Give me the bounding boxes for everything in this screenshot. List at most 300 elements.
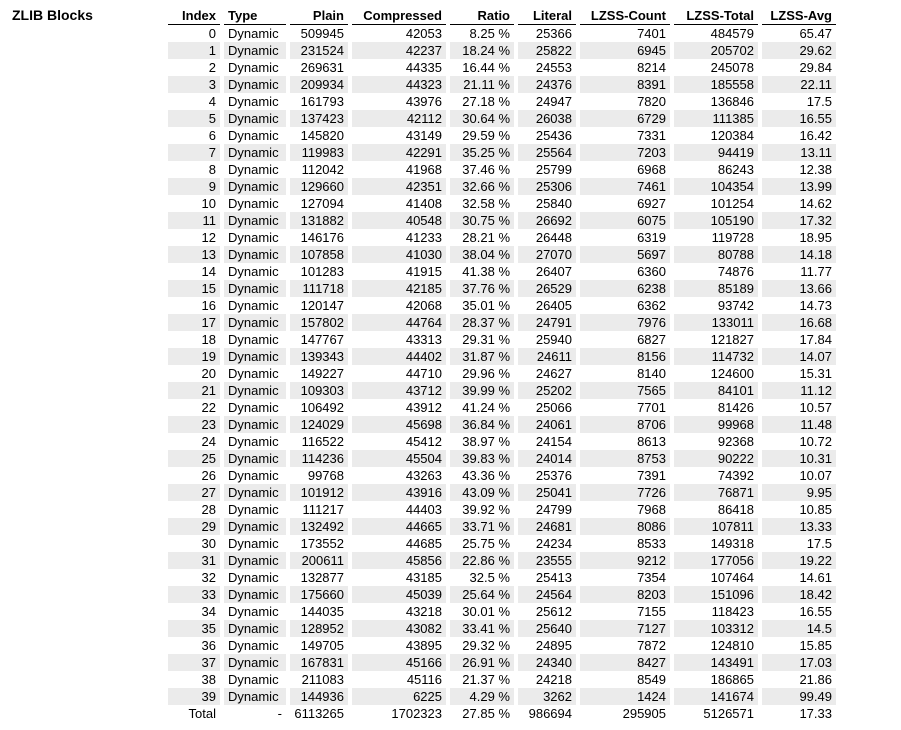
cell-type: Dynamic bbox=[224, 586, 286, 603]
cell-compressed: 45504 bbox=[352, 450, 446, 467]
cell-lzss-avg: 16.42 bbox=[762, 127, 836, 144]
cell-literal: 25306 bbox=[518, 178, 576, 195]
cell-lzss-avg: 18.42 bbox=[762, 586, 836, 603]
cell-literal: 25640 bbox=[518, 620, 576, 637]
cell-compressed: 45412 bbox=[352, 433, 446, 450]
cell-lzss-avg: 14.18 bbox=[762, 246, 836, 263]
cell-lzss-total: 104354 bbox=[674, 178, 758, 195]
cell-literal: 24611 bbox=[518, 348, 576, 365]
cell-compressed: 43185 bbox=[352, 569, 446, 586]
cell-lzss-count: 5697 bbox=[580, 246, 670, 263]
cell-compressed: 43149 bbox=[352, 127, 446, 144]
cell-plain: 509945 bbox=[290, 25, 348, 43]
cell-lzss-avg: 21.86 bbox=[762, 671, 836, 688]
cell-plain: 231524 bbox=[290, 42, 348, 59]
cell-plain: 137423 bbox=[290, 110, 348, 127]
cell-compressed: 43912 bbox=[352, 399, 446, 416]
cell-literal: 26038 bbox=[518, 110, 576, 127]
cell-lzss-count: 7203 bbox=[580, 144, 670, 161]
cell-literal: 25041 bbox=[518, 484, 576, 501]
cell-lzss-count: 6075 bbox=[580, 212, 670, 229]
cell-type: Dynamic bbox=[224, 518, 286, 535]
cell-ratio: 35.01 % bbox=[450, 297, 514, 314]
cell-lzss-avg: 14.61 bbox=[762, 569, 836, 586]
cell-ratio: 31.87 % bbox=[450, 348, 514, 365]
cell-lzss-count: 7461 bbox=[580, 178, 670, 195]
cell-lzss-avg: 10.57 bbox=[762, 399, 836, 416]
cell-index: 25 bbox=[168, 450, 220, 467]
cell-type: Dynamic bbox=[224, 365, 286, 382]
cell-lzss-total: 114732 bbox=[674, 348, 758, 365]
cell-lzss-avg: 17.5 bbox=[762, 535, 836, 552]
cell-plain: 99768 bbox=[290, 467, 348, 484]
cell-literal: 24553 bbox=[518, 59, 576, 76]
cell-literal: 26407 bbox=[518, 263, 576, 280]
cell-plain: 127094 bbox=[290, 195, 348, 212]
zlib-blocks-table bbox=[168, 8, 836, 722]
cell-ratio: 43.09 % bbox=[450, 484, 514, 501]
cell-plain: 146176 bbox=[290, 229, 348, 246]
cell-lzss-count: 8706 bbox=[580, 416, 670, 433]
cell-literal: 25413 bbox=[518, 569, 576, 586]
cell-lzss-avg: 14.73 bbox=[762, 297, 836, 314]
cell-ratio: 22.86 % bbox=[450, 552, 514, 569]
cell-type: Dynamic bbox=[224, 76, 286, 93]
cell-lzss-avg: 22.11 bbox=[762, 76, 836, 93]
cell-plain: 120147 bbox=[290, 297, 348, 314]
cell-lzss-avg: 17.32 bbox=[762, 212, 836, 229]
cell-ratio: 39.99 % bbox=[450, 382, 514, 399]
cell-literal: 23555 bbox=[518, 552, 576, 569]
cell-index: 32 bbox=[168, 569, 220, 586]
cell-type: Dynamic bbox=[224, 25, 286, 43]
cell-ratio: 33.41 % bbox=[450, 620, 514, 637]
cell-plain: 149227 bbox=[290, 365, 348, 382]
cell-lzss-avg: 17.03 bbox=[762, 654, 836, 671]
cell-literal: 24234 bbox=[518, 535, 576, 552]
cell-compressed: 44710 bbox=[352, 365, 446, 382]
cell-literal: 26692 bbox=[518, 212, 576, 229]
cell-lzss-total: 76871 bbox=[674, 484, 758, 501]
cell-lzss-total: 133011 bbox=[674, 314, 758, 331]
cell-literal: 26405 bbox=[518, 297, 576, 314]
cell-lzss-total: 86418 bbox=[674, 501, 758, 518]
cell-type: Dynamic bbox=[224, 688, 286, 705]
cell-ratio: 29.96 % bbox=[450, 365, 514, 382]
cell-compressed: 45856 bbox=[352, 552, 446, 569]
cell-ratio: 25.75 % bbox=[450, 535, 514, 552]
cell-index: 22 bbox=[168, 399, 220, 416]
cell-compressed: 6225 bbox=[352, 688, 446, 705]
cell-index: 31 bbox=[168, 552, 220, 569]
cell-type: Dynamic bbox=[224, 348, 286, 365]
cell-plain: 131882 bbox=[290, 212, 348, 229]
cell-compressed: 43218 bbox=[352, 603, 446, 620]
cell-lzss-total: 121827 bbox=[674, 331, 758, 348]
cell-type: Dynamic bbox=[224, 59, 286, 76]
cell-compressed: 42351 bbox=[352, 178, 446, 195]
cell-lzss-avg: 19.22 bbox=[762, 552, 836, 569]
cell-literal: 24681 bbox=[518, 518, 576, 535]
cell-lzss-count: 7354 bbox=[580, 569, 670, 586]
cell-literal: 24218 bbox=[518, 671, 576, 688]
cell-lzss-avg: 13.11 bbox=[762, 144, 836, 161]
cell-lzss-total: 74392 bbox=[674, 467, 758, 484]
cell-lzss-total: 85189 bbox=[674, 280, 758, 297]
cell-index: 12 bbox=[168, 229, 220, 246]
cell-index: 14 bbox=[168, 263, 220, 280]
cell-lzss-avg: 13.33 bbox=[762, 518, 836, 535]
header-type: Type bbox=[224, 8, 286, 25]
cell-lzss-avg: 16.55 bbox=[762, 603, 836, 620]
table-row bbox=[168, 144, 836, 161]
cell-ratio: 32.66 % bbox=[450, 178, 514, 195]
cell-lzss-avg: 10.72 bbox=[762, 433, 836, 450]
cell-lzss-count: 8086 bbox=[580, 518, 670, 535]
cell-index: 13 bbox=[168, 246, 220, 263]
cell-ratio: 25.64 % bbox=[450, 586, 514, 603]
total-compressed: 1702323 bbox=[352, 705, 446, 722]
cell-lzss-avg: 11.77 bbox=[762, 263, 836, 280]
cell-literal: 24799 bbox=[518, 501, 576, 518]
table-row bbox=[168, 586, 836, 603]
cell-type: Dynamic bbox=[224, 552, 286, 569]
cell-lzss-count: 7976 bbox=[580, 314, 670, 331]
cell-lzss-total: 99968 bbox=[674, 416, 758, 433]
cell-lzss-count: 8140 bbox=[580, 365, 670, 382]
cell-type: Dynamic bbox=[224, 671, 286, 688]
cell-plain: 209934 bbox=[290, 76, 348, 93]
table-row bbox=[168, 450, 836, 467]
cell-plain: 114236 bbox=[290, 450, 348, 467]
cell-literal: 24340 bbox=[518, 654, 576, 671]
cell-index: 24 bbox=[168, 433, 220, 450]
cell-compressed: 44402 bbox=[352, 348, 446, 365]
cell-lzss-avg: 29.62 bbox=[762, 42, 836, 59]
cell-literal: 25840 bbox=[518, 195, 576, 212]
cell-lzss-total: 205702 bbox=[674, 42, 758, 59]
cell-plain: 167831 bbox=[290, 654, 348, 671]
cell-type: Dynamic bbox=[224, 297, 286, 314]
cell-lzss-count: 8391 bbox=[580, 76, 670, 93]
cell-lzss-count: 9212 bbox=[580, 552, 670, 569]
cell-lzss-total: 74876 bbox=[674, 263, 758, 280]
cell-lzss-count: 7127 bbox=[580, 620, 670, 637]
cell-lzss-count: 6238 bbox=[580, 280, 670, 297]
cell-plain: 116522 bbox=[290, 433, 348, 450]
header-row bbox=[168, 8, 836, 25]
cell-ratio: 36.84 % bbox=[450, 416, 514, 433]
cell-literal: 25366 bbox=[518, 25, 576, 43]
cell-literal: 24947 bbox=[518, 93, 576, 110]
table-row bbox=[168, 25, 836, 43]
cell-ratio: 30.64 % bbox=[450, 110, 514, 127]
cell-ratio: 41.24 % bbox=[450, 399, 514, 416]
cell-type: Dynamic bbox=[224, 42, 286, 59]
cell-literal: 25822 bbox=[518, 42, 576, 59]
table-row bbox=[168, 93, 836, 110]
total-ratio: 27.85 % bbox=[450, 705, 514, 722]
cell-index: 19 bbox=[168, 348, 220, 365]
cell-lzss-count: 7872 bbox=[580, 637, 670, 654]
cell-lzss-count: 6362 bbox=[580, 297, 670, 314]
cell-type: Dynamic bbox=[224, 382, 286, 399]
cell-type: Dynamic bbox=[224, 195, 286, 212]
cell-lzss-total: 149318 bbox=[674, 535, 758, 552]
cell-plain: 145820 bbox=[290, 127, 348, 144]
zlib-blocks-table-wrapper bbox=[168, 8, 836, 722]
cell-lzss-total: 185558 bbox=[674, 76, 758, 93]
cell-ratio: 39.83 % bbox=[450, 450, 514, 467]
cell-type: Dynamic bbox=[224, 484, 286, 501]
cell-lzss-avg: 10.85 bbox=[762, 501, 836, 518]
table-row bbox=[168, 688, 836, 705]
cell-lzss-count: 7331 bbox=[580, 127, 670, 144]
cell-plain: 128952 bbox=[290, 620, 348, 637]
cell-type: Dynamic bbox=[224, 620, 286, 637]
cell-lzss-avg: 12.38 bbox=[762, 161, 836, 178]
total-lzss-avg: 17.33 bbox=[762, 705, 836, 722]
cell-lzss-total: 120384 bbox=[674, 127, 758, 144]
cell-lzss-count: 8214 bbox=[580, 59, 670, 76]
cell-ratio: 32.5 % bbox=[450, 569, 514, 586]
cell-lzss-count: 8533 bbox=[580, 535, 670, 552]
cell-ratio: 28.37 % bbox=[450, 314, 514, 331]
cell-literal: 25799 bbox=[518, 161, 576, 178]
table-row bbox=[168, 59, 836, 76]
cell-ratio: 39.92 % bbox=[450, 501, 514, 518]
cell-plain: 139343 bbox=[290, 348, 348, 365]
cell-lzss-total: 107811 bbox=[674, 518, 758, 535]
cell-lzss-avg: 18.95 bbox=[762, 229, 836, 246]
cell-index: 16 bbox=[168, 297, 220, 314]
cell-index: 33 bbox=[168, 586, 220, 603]
cell-lzss-count: 7701 bbox=[580, 399, 670, 416]
cell-lzss-total: 143491 bbox=[674, 654, 758, 671]
cell-type: Dynamic bbox=[224, 637, 286, 654]
table-row bbox=[168, 229, 836, 246]
total-row bbox=[168, 705, 836, 722]
cell-lzss-total: 94419 bbox=[674, 144, 758, 161]
cell-compressed: 42112 bbox=[352, 110, 446, 127]
cell-index: 21 bbox=[168, 382, 220, 399]
cell-index: 28 bbox=[168, 501, 220, 518]
cell-lzss-total: 93742 bbox=[674, 297, 758, 314]
cell-index: 23 bbox=[168, 416, 220, 433]
table-row bbox=[168, 246, 836, 263]
cell-compressed: 44665 bbox=[352, 518, 446, 535]
cell-type: Dynamic bbox=[224, 569, 286, 586]
cell-lzss-avg: 65.47 bbox=[762, 25, 836, 43]
cell-index: 26 bbox=[168, 467, 220, 484]
cell-index: 27 bbox=[168, 484, 220, 501]
cell-literal: 24564 bbox=[518, 586, 576, 603]
cell-lzss-avg: 14.62 bbox=[762, 195, 836, 212]
cell-lzss-count: 6968 bbox=[580, 161, 670, 178]
cell-ratio: 8.25 % bbox=[450, 25, 514, 43]
cell-plain: 111217 bbox=[290, 501, 348, 518]
cell-index: 4 bbox=[168, 93, 220, 110]
cell-compressed: 43916 bbox=[352, 484, 446, 501]
cell-lzss-total: 84101 bbox=[674, 382, 758, 399]
cell-index: 0 bbox=[168, 25, 220, 43]
cell-literal: 26448 bbox=[518, 229, 576, 246]
cell-plain: 112042 bbox=[290, 161, 348, 178]
cell-lzss-count: 8156 bbox=[580, 348, 670, 365]
header-index: Index bbox=[168, 8, 220, 25]
cell-lzss-avg: 14.07 bbox=[762, 348, 836, 365]
cell-lzss-total: 103312 bbox=[674, 620, 758, 637]
cell-index: 36 bbox=[168, 637, 220, 654]
cell-lzss-count: 1424 bbox=[580, 688, 670, 705]
cell-lzss-avg: 11.48 bbox=[762, 416, 836, 433]
cell-index: 38 bbox=[168, 671, 220, 688]
cell-plain: 132492 bbox=[290, 518, 348, 535]
cell-lzss-count: 7968 bbox=[580, 501, 670, 518]
cell-lzss-count: 7565 bbox=[580, 382, 670, 399]
cell-plain: 269631 bbox=[290, 59, 348, 76]
cell-ratio: 26.91 % bbox=[450, 654, 514, 671]
table-row bbox=[168, 654, 836, 671]
cell-ratio: 35.25 % bbox=[450, 144, 514, 161]
cell-literal: 25612 bbox=[518, 603, 576, 620]
cell-plain: 144035 bbox=[290, 603, 348, 620]
cell-compressed: 44335 bbox=[352, 59, 446, 76]
cell-lzss-avg: 13.99 bbox=[762, 178, 836, 195]
cell-ratio: 38.04 % bbox=[450, 246, 514, 263]
table-row bbox=[168, 280, 836, 297]
cell-literal: 24061 bbox=[518, 416, 576, 433]
cell-type: Dynamic bbox=[224, 110, 286, 127]
cell-type: Dynamic bbox=[224, 144, 286, 161]
cell-index: 20 bbox=[168, 365, 220, 382]
table-row bbox=[168, 195, 836, 212]
cell-literal: 3262 bbox=[518, 688, 576, 705]
table-row bbox=[168, 501, 836, 518]
cell-lzss-total: 124600 bbox=[674, 365, 758, 382]
cell-ratio: 21.37 % bbox=[450, 671, 514, 688]
cell-compressed: 41408 bbox=[352, 195, 446, 212]
cell-compressed: 43082 bbox=[352, 620, 446, 637]
table-row bbox=[168, 603, 836, 620]
cell-lzss-total: 151096 bbox=[674, 586, 758, 603]
cell-plain: 157802 bbox=[290, 314, 348, 331]
cell-plain: 101283 bbox=[290, 263, 348, 280]
cell-lzss-count: 8549 bbox=[580, 671, 670, 688]
table-row bbox=[168, 467, 836, 484]
cell-lzss-total: 92368 bbox=[674, 433, 758, 450]
cell-lzss-count: 7820 bbox=[580, 93, 670, 110]
total-literal: 986694 bbox=[518, 705, 576, 722]
cell-type: Dynamic bbox=[224, 501, 286, 518]
cell-type: Dynamic bbox=[224, 280, 286, 297]
cell-lzss-count: 7155 bbox=[580, 603, 670, 620]
cell-type: Dynamic bbox=[224, 229, 286, 246]
cell-compressed: 42068 bbox=[352, 297, 446, 314]
cell-type: Dynamic bbox=[224, 433, 286, 450]
total-label: Total bbox=[168, 705, 220, 722]
cell-plain: 175660 bbox=[290, 586, 348, 603]
cell-index: 2 bbox=[168, 59, 220, 76]
cell-type: Dynamic bbox=[224, 331, 286, 348]
cell-plain: 129660 bbox=[290, 178, 348, 195]
cell-lzss-total: 90222 bbox=[674, 450, 758, 467]
cell-plain: 211083 bbox=[290, 671, 348, 688]
cell-lzss-total: 118423 bbox=[674, 603, 758, 620]
cell-lzss-total: 186865 bbox=[674, 671, 758, 688]
cell-lzss-count: 7391 bbox=[580, 467, 670, 484]
cell-lzss-total: 484579 bbox=[674, 25, 758, 43]
cell-compressed: 42291 bbox=[352, 144, 446, 161]
table-row bbox=[168, 127, 836, 144]
cell-lzss-count: 8427 bbox=[580, 654, 670, 671]
cell-ratio: 29.31 % bbox=[450, 331, 514, 348]
header-lzss-total: LZSS-Total bbox=[674, 8, 758, 25]
cell-type: Dynamic bbox=[224, 93, 286, 110]
cell-compressed: 43263 bbox=[352, 467, 446, 484]
cell-ratio: 37.76 % bbox=[450, 280, 514, 297]
header-literal: Literal bbox=[518, 8, 576, 25]
page-title: ZLIB Blocks bbox=[12, 7, 93, 23]
cell-type: Dynamic bbox=[224, 399, 286, 416]
cell-compressed: 45698 bbox=[352, 416, 446, 433]
cell-compressed: 45039 bbox=[352, 586, 446, 603]
cell-lzss-avg: 10.07 bbox=[762, 467, 836, 484]
cell-index: 39 bbox=[168, 688, 220, 705]
cell-compressed: 43712 bbox=[352, 382, 446, 399]
cell-type: Dynamic bbox=[224, 246, 286, 263]
cell-lzss-total: 81426 bbox=[674, 399, 758, 416]
cell-compressed: 44403 bbox=[352, 501, 446, 518]
cell-plain: 132877 bbox=[290, 569, 348, 586]
table-row bbox=[168, 178, 836, 195]
table-body bbox=[168, 25, 836, 706]
total-plain: 6113265 bbox=[290, 705, 348, 722]
cell-index: 6 bbox=[168, 127, 220, 144]
cell-ratio: 37.46 % bbox=[450, 161, 514, 178]
cell-plain: 144936 bbox=[290, 688, 348, 705]
cell-index: 10 bbox=[168, 195, 220, 212]
table-row bbox=[168, 263, 836, 280]
cell-literal: 25066 bbox=[518, 399, 576, 416]
cell-lzss-count: 6927 bbox=[580, 195, 670, 212]
cell-index: 37 bbox=[168, 654, 220, 671]
cell-lzss-count: 8753 bbox=[580, 450, 670, 467]
cell-type: Dynamic bbox=[224, 654, 286, 671]
cell-lzss-count: 8613 bbox=[580, 433, 670, 450]
cell-index: 11 bbox=[168, 212, 220, 229]
cell-lzss-total: 80788 bbox=[674, 246, 758, 263]
cell-index: 35 bbox=[168, 620, 220, 637]
header-plain: Plain bbox=[290, 8, 348, 25]
cell-type: Dynamic bbox=[224, 178, 286, 195]
cell-lzss-count: 6729 bbox=[580, 110, 670, 127]
cell-plain: 101912 bbox=[290, 484, 348, 501]
cell-lzss-total: 245078 bbox=[674, 59, 758, 76]
cell-plain: 124029 bbox=[290, 416, 348, 433]
cell-compressed: 42237 bbox=[352, 42, 446, 59]
cell-lzss-count: 6945 bbox=[580, 42, 670, 59]
cell-ratio: 16.44 % bbox=[450, 59, 514, 76]
cell-literal: 24895 bbox=[518, 637, 576, 654]
cell-literal: 25940 bbox=[518, 331, 576, 348]
cell-lzss-count: 6827 bbox=[580, 331, 670, 348]
cell-compressed: 42185 bbox=[352, 280, 446, 297]
table-row bbox=[168, 399, 836, 416]
cell-compressed: 42053 bbox=[352, 25, 446, 43]
cell-index: 30 bbox=[168, 535, 220, 552]
cell-literal: 24014 bbox=[518, 450, 576, 467]
